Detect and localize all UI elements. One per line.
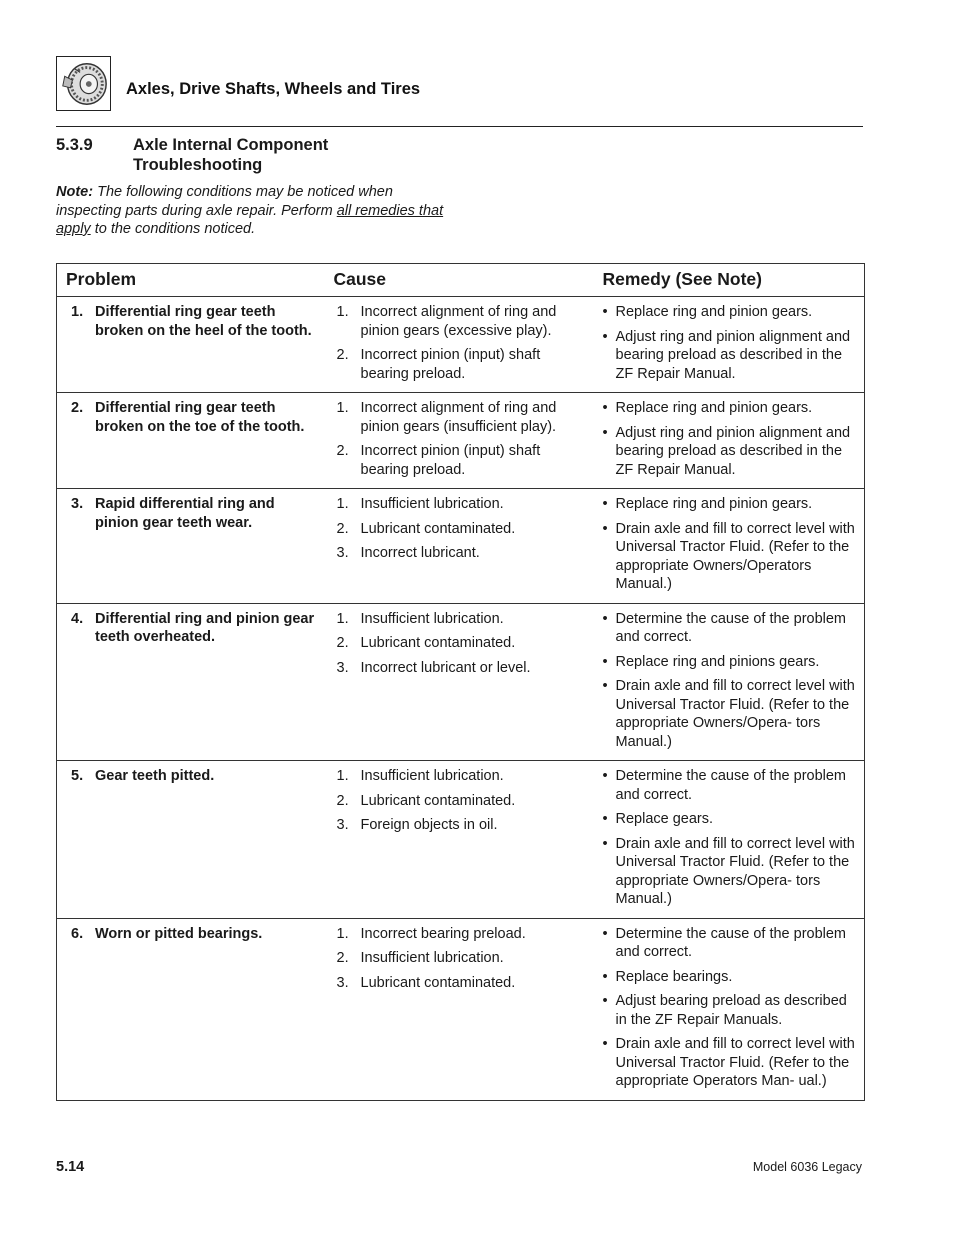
remedy-item — [603, 767, 857, 804]
cause-number: 2. — [336, 520, 349, 537]
cause-number: 2. — [336, 792, 349, 809]
cause-list — [334, 399, 586, 479]
wheel-tire-icon — [56, 56, 111, 111]
problem-cell — [57, 489, 325, 604]
table-row — [57, 761, 865, 919]
cause-cell — [325, 603, 594, 761]
problem-cell — [57, 918, 325, 1100]
cause-text: Foreign objects in oil. — [360, 817, 498, 833]
remedy-text: Replace ring and pinions gears. — [615, 653, 820, 670]
remedy-item — [603, 424, 857, 480]
remedy-cell — [594, 603, 865, 761]
table-row — [57, 918, 865, 1100]
cause-number: 1. — [336, 610, 349, 627]
remedy-item — [603, 495, 857, 514]
remedy-text: Replace ring and pinion gears. — [615, 304, 813, 320]
cause-cell — [325, 297, 594, 393]
bullet-icon: • — [602, 520, 608, 537]
problem-cell — [57, 761, 325, 919]
cause-item — [334, 974, 586, 993]
cause-cell — [325, 918, 594, 1100]
cause-item — [334, 520, 586, 539]
bullet-icon: • — [602, 925, 608, 942]
problem-number: 3. — [71, 496, 84, 512]
remedy-list — [603, 303, 857, 383]
remedy-list — [603, 399, 857, 479]
remedy-cell — [594, 761, 865, 919]
remedy-text: Drain axle and fill to correct level with Universal Tractor Fluid. (Refer to the appropriate Owners/Opera- tors Manual.) — [615, 678, 855, 750]
bullet-icon: • — [602, 811, 608, 827]
cause-item — [334, 303, 586, 340]
remedy-list — [603, 610, 857, 752]
bullet-icon: • — [602, 993, 608, 1009]
problem-item — [66, 610, 317, 647]
remedy-item — [603, 653, 857, 672]
problem-item — [66, 495, 317, 532]
cause-text: Incorrect bearing preload. — [360, 925, 526, 942]
cause-text: Incorrect pinion (input) shaft bearing preload. — [360, 347, 541, 382]
cause-item — [334, 659, 586, 678]
problem-number: 1. — [71, 304, 84, 320]
section-title: Axle Internal Component Troubleshooting — [133, 136, 329, 174]
column-header-cause: Cause — [325, 264, 594, 297]
cause-item — [334, 925, 586, 944]
remedy-cell — [594, 489, 865, 604]
remedy-text: Adjust bearing preload as described in the ZF Repair Manuals. — [615, 993, 847, 1028]
bullet-icon: • — [602, 424, 608, 441]
table-header-row — [57, 264, 865, 297]
cause-number: 2. — [336, 950, 349, 966]
remedy-text: Drain axle and fill to correct level with Universal Tractor Fluid. (Refer to the appropriate Operators Man- ual.) — [615, 1036, 855, 1089]
remedy-cell — [594, 297, 865, 393]
problem-number: 6. — [71, 925, 84, 942]
cause-text: Lubricant contaminated. — [360, 635, 516, 651]
remedy-item — [603, 677, 857, 751]
cause-number: 2. — [336, 347, 349, 363]
cause-text: Incorrect alignment of ring and pinion gears (insufficient play). — [360, 400, 557, 435]
problem-text: Differential ring and pinion gear teeth overheated. — [95, 610, 315, 645]
bullet-icon: • — [602, 400, 608, 416]
problem-cell — [57, 393, 325, 489]
remedy-list — [603, 495, 857, 594]
cause-list — [334, 303, 586, 383]
cause-text: Insufficient lubrication. — [360, 950, 504, 966]
problem-number: 2. — [71, 400, 84, 416]
problem-item — [66, 925, 317, 944]
problem-item — [66, 767, 317, 786]
cause-text: Insufficient lubrication. — [360, 610, 504, 627]
cause-cell — [325, 761, 594, 919]
cause-number: 3. — [336, 545, 349, 561]
cause-item — [334, 949, 586, 968]
cause-item — [334, 792, 586, 811]
table-row — [57, 297, 865, 393]
table-row — [57, 489, 865, 604]
remedy-item — [603, 835, 857, 909]
remedy-text: Determine the cause of the problem and correct. — [615, 768, 847, 803]
problem-item — [66, 303, 317, 340]
cause-item — [334, 442, 586, 479]
bullet-icon: • — [602, 328, 608, 345]
cause-cell — [325, 393, 594, 489]
remedy-item — [603, 1035, 857, 1091]
model-label: Model 6036 Legacy — [752, 1160, 862, 1174]
remedy-text: Replace bearings. — [615, 968, 733, 985]
note-paragraph — [56, 183, 456, 239]
problem-text: Rapid differential ring and pinion gear teeth wear. — [95, 496, 275, 531]
remedy-list — [603, 767, 857, 909]
remedy-item — [603, 610, 857, 647]
problem-text: Worn or pitted bearings. — [95, 925, 263, 942]
remedy-text: Adjust ring and pinion alignment and bearing preload as described in the ZF Repair Manual. — [615, 328, 851, 382]
cause-list — [334, 767, 586, 835]
cause-text: Incorrect lubricant. — [360, 545, 480, 561]
note-text-before: The following conditions may be noticed when inspecting parts during axle repair. Perform — [56, 184, 393, 219]
cause-text: Lubricant contaminated. — [360, 520, 516, 537]
cause-list — [334, 495, 586, 563]
remedy-text: Adjust ring and pinion alignment and bearing preload as described in the ZF Repair Manual. — [615, 424, 851, 478]
remedy-item — [603, 810, 857, 829]
remedy-text: Drain axle and fill to correct level with Universal Tractor Fluid. (Refer to the appropriate Owners/Opera- tors Manual.) — [615, 835, 855, 907]
cause-item — [334, 610, 586, 629]
cause-item — [334, 544, 586, 563]
remedy-item — [603, 520, 857, 594]
cause-number: 1. — [336, 768, 349, 784]
cause-text: Insufficient lubrication. — [360, 496, 504, 512]
cause-number: 3. — [336, 817, 349, 833]
cause-item — [334, 816, 586, 835]
remedy-item — [603, 925, 857, 962]
remedy-item — [603, 992, 857, 1029]
remedy-item — [603, 968, 857, 987]
remedy-text: Drain axle and fill to correct level with Universal Tractor Fluid. (Refer to the appropriate Owners/Operators Manual.) — [615, 520, 855, 592]
column-header-problem: Problem — [57, 264, 325, 297]
bullet-icon: • — [602, 610, 608, 627]
cause-number: 1. — [336, 925, 349, 942]
cause-item — [334, 399, 586, 436]
table-body — [57, 297, 865, 1101]
bullet-icon: • — [602, 1036, 608, 1052]
remedy-text: Replace gears. — [615, 811, 714, 827]
remedy-cell — [594, 918, 865, 1100]
cause-text: Incorrect alignment of ring and pinion gears (excessive play). — [360, 304, 557, 339]
bullet-icon: • — [602, 653, 608, 670]
table-row — [57, 603, 865, 761]
problem-number: 5. — [71, 768, 84, 784]
cause-item — [334, 634, 586, 653]
cause-item — [334, 495, 586, 514]
cause-cell — [325, 489, 594, 604]
remedy-text: Replace ring and pinion gears. — [615, 400, 813, 416]
section-number: 5.3.9 — [56, 136, 93, 154]
bullet-icon: • — [602, 768, 608, 784]
problem-cell — [57, 603, 325, 761]
header-divider — [56, 126, 863, 127]
chapter-title: Axles, Drive Shafts, Wheels and Tires — [126, 80, 421, 98]
remedy-item — [603, 328, 857, 384]
remedy-item — [603, 303, 857, 322]
cause-text: Lubricant contaminated. — [360, 792, 516, 809]
table-row — [57, 393, 865, 489]
problem-text: Differential ring gear teeth broken on the heel of the tooth. — [95, 304, 312, 339]
cause-text: Incorrect lubricant or level. — [360, 659, 531, 676]
bullet-icon: • — [602, 678, 608, 694]
bullet-icon: • — [602, 304, 608, 320]
cause-text: Insufficient lubrication. — [360, 768, 504, 784]
cause-text: Incorrect pinion (input) shaft bearing preload. — [360, 443, 541, 478]
bullet-icon: • — [602, 835, 608, 852]
cause-number: 3. — [336, 974, 349, 991]
troubleshooting-table — [56, 263, 865, 1101]
column-header-remedy: Remedy (See Note) — [594, 264, 865, 297]
remedy-text: Replace ring and pinion gears. — [615, 496, 813, 512]
cause-list — [334, 925, 586, 993]
cause-number: 2. — [336, 443, 349, 459]
note-label: Note: — [56, 184, 94, 200]
cause-item — [334, 346, 586, 383]
note-underlined-text: all remedies that apply — [56, 202, 444, 237]
problem-text: Differential ring gear teeth broken on the toe of the tooth. — [95, 400, 305, 435]
problem-number: 4. — [71, 610, 84, 627]
cause-number: 1. — [336, 400, 349, 416]
bullet-icon: • — [602, 968, 608, 985]
bullet-icon: • — [602, 496, 608, 512]
cause-text: Lubricant contaminated. — [360, 974, 516, 991]
cause-number: 1. — [336, 496, 349, 512]
cause-number: 2. — [336, 635, 349, 651]
remedy-text: Determine the cause of the problem and correct. — [615, 925, 847, 960]
remedy-list — [603, 925, 857, 1091]
cause-item — [334, 767, 586, 786]
remedy-cell — [594, 393, 865, 489]
problem-item — [66, 399, 317, 436]
cause-list — [334, 610, 586, 678]
note-text-after: to the conditions noticed. — [90, 221, 256, 237]
remedy-text: Determine the cause of the problem and correct. — [615, 610, 847, 645]
cause-number: 3. — [336, 659, 349, 676]
page-number: 5.14 — [56, 1159, 85, 1175]
problem-text: Gear teeth pitted. — [95, 768, 215, 784]
cause-number: 1. — [336, 304, 349, 320]
remedy-item — [603, 399, 857, 418]
problem-cell — [57, 297, 325, 393]
